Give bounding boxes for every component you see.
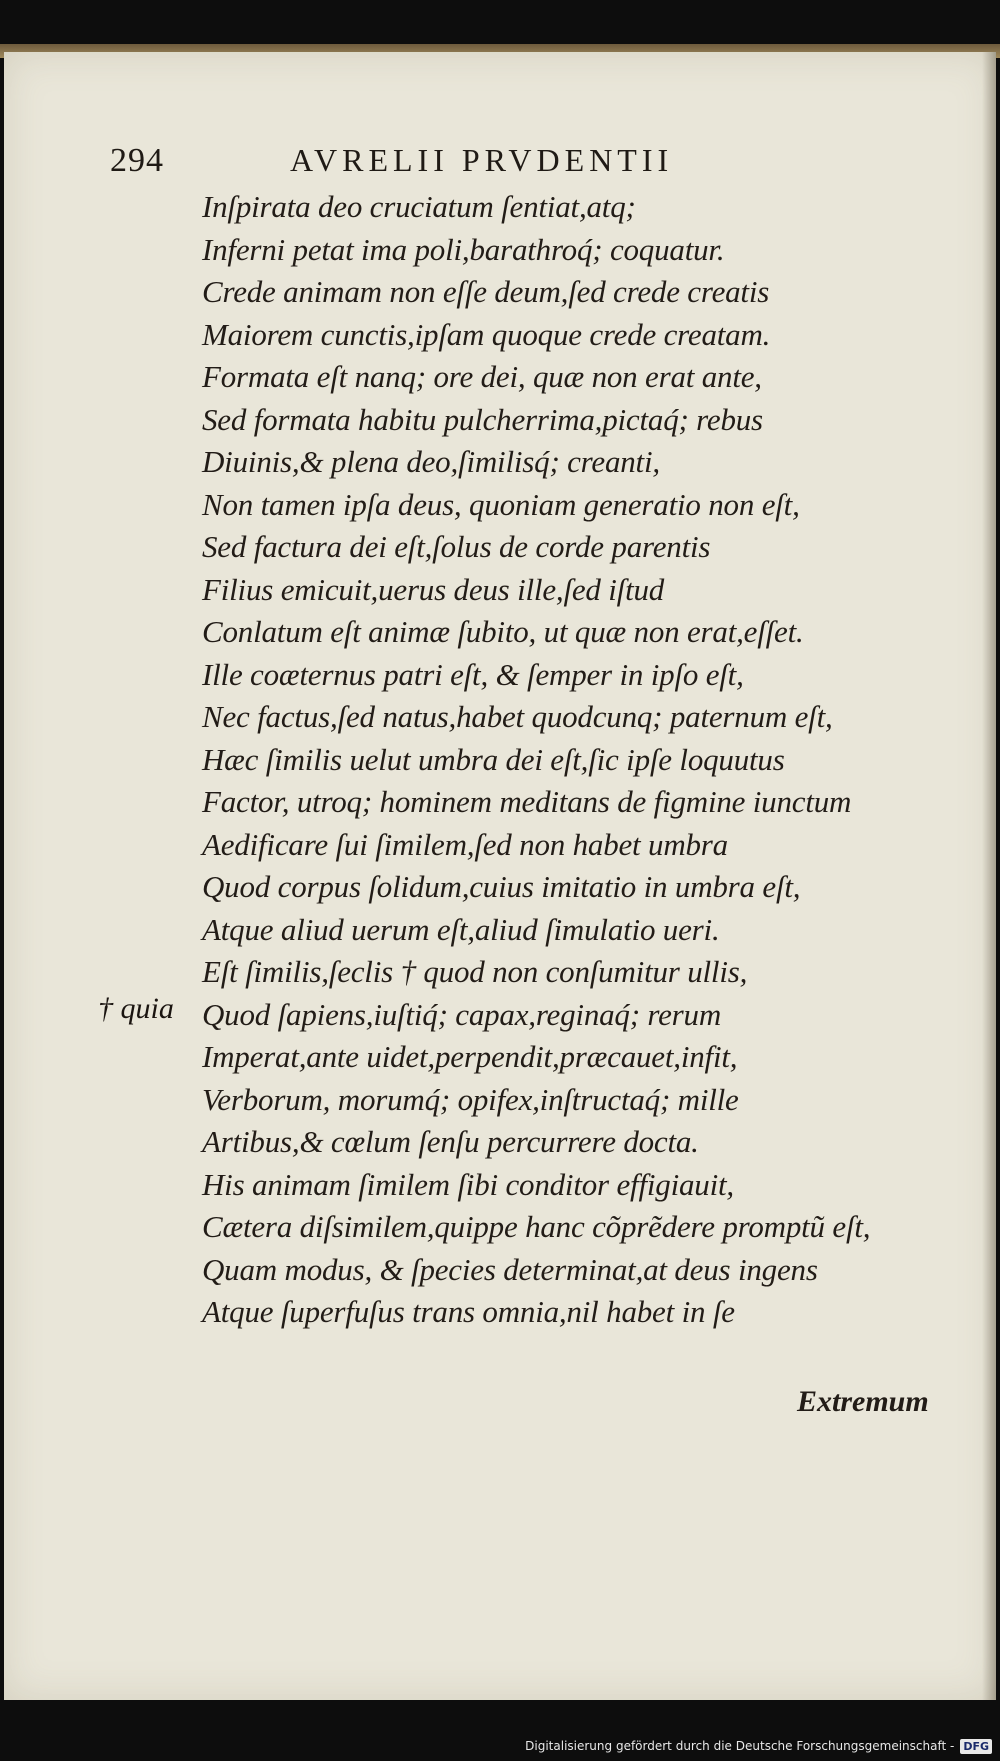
verse-line: Filius emicuit,uerus deus ille,ſed iſtud — [202, 571, 665, 607]
verse-line: Verborum, morumq́; opifex,inſtructaq́; mille — [202, 1081, 739, 1117]
verse-line: Factor, utroq; hominem meditans de figmine iunctum — [202, 784, 852, 819]
verse-line: Nec factus,ſed natus,habet quodcunq; paternum eſt, — [202, 699, 833, 734]
verse-line: Inferni petat ima poli,barathroq́; coquatur. — [202, 231, 725, 267]
verse-line: Atque aliud uerum eſt,aliud ſimulatio ueri. — [202, 911, 720, 947]
verse-line: Sed formata habitu pulcherrima,pictaq́; rebus — [202, 401, 763, 437]
running-title: AVRELII PRVDENTII — [290, 142, 674, 178]
verse-line: Atque ſuperfuſus trans omnia,nil habet in ſe — [202, 1294, 735, 1329]
verse-line: Non tamen ipſa deus, quoniam generatio non eſt, — [202, 486, 800, 522]
verse-line: Artibus,& cœlum ſenſu percurrere docta. — [202, 1124, 699, 1159]
verse-line: Formata eſt nanq; ore dei, quæ non erat ante, — [202, 359, 762, 394]
page-number: 294 — [110, 142, 164, 179]
verse-line: Aedificare ſui ſimilem,ſed non habet umbra — [202, 826, 728, 862]
verse-line: Diuinis,& plena deo,ſimilisq́; creanti, — [202, 444, 660, 479]
running-head — [110, 142, 830, 192]
verse-line: His animam ſimilem ſibi conditor effigiauit, — [202, 1166, 734, 1202]
verse-line: Inſpirata deo cruciatum ſentiat,atq; — [202, 189, 636, 224]
verse-line: Maiorem cunctis,ipſam quoque crede creatam. — [202, 316, 771, 352]
catchword: Extremum — [797, 1385, 929, 1418]
credit-text: Digitalisierung gefördert durch die Deutsche Forschungsgemeinschaft - — [525, 1739, 955, 1753]
verse-line: Quod corpus ſolidum,cuius imitatio in umbra eſt, — [202, 869, 801, 904]
verse-line: Quam modus, & ſpecies determinat,at deus ingens — [202, 1251, 818, 1287]
verse-line: Crede animam non eſſe deum,ſed crede creatis — [202, 274, 770, 309]
verse-line: Conlatum eſt animæ ſubito, ut quæ non erat,eſſet. — [202, 614, 804, 649]
verse-line: Eſt ſimilis,ſeclis † quod non conſumitur ullis, — [202, 954, 748, 989]
verse-line: Cætera diſsimilem,quippe hanc cõprẽdere promptũ eſt, — [202, 1209, 871, 1244]
verse-line: Hæc ſimilis uelut umbra dei eſt,ſic ipſe loquutus — [202, 741, 785, 777]
digitization-credit — [525, 1735, 992, 1757]
verse-line: Ille coæternus patri eſt, & ſemper in ipſo eſt, — [202, 656, 744, 692]
dfg-logo: DFG — [960, 1739, 992, 1754]
margin-note: † quia — [98, 992, 174, 1025]
verse-line: Sed factura dei eſt,ſolus de corde parentis — [202, 529, 711, 564]
verse-line: Imperat,ante uidet,perpendit,præcauet,infit, — [202, 1039, 738, 1074]
page-gutter-shadow — [982, 52, 996, 1700]
verse-block — [202, 186, 962, 1334]
verse-line: Quod ſapiens,iuſtiq́; capax,reginaq́; rerum — [202, 996, 722, 1032]
